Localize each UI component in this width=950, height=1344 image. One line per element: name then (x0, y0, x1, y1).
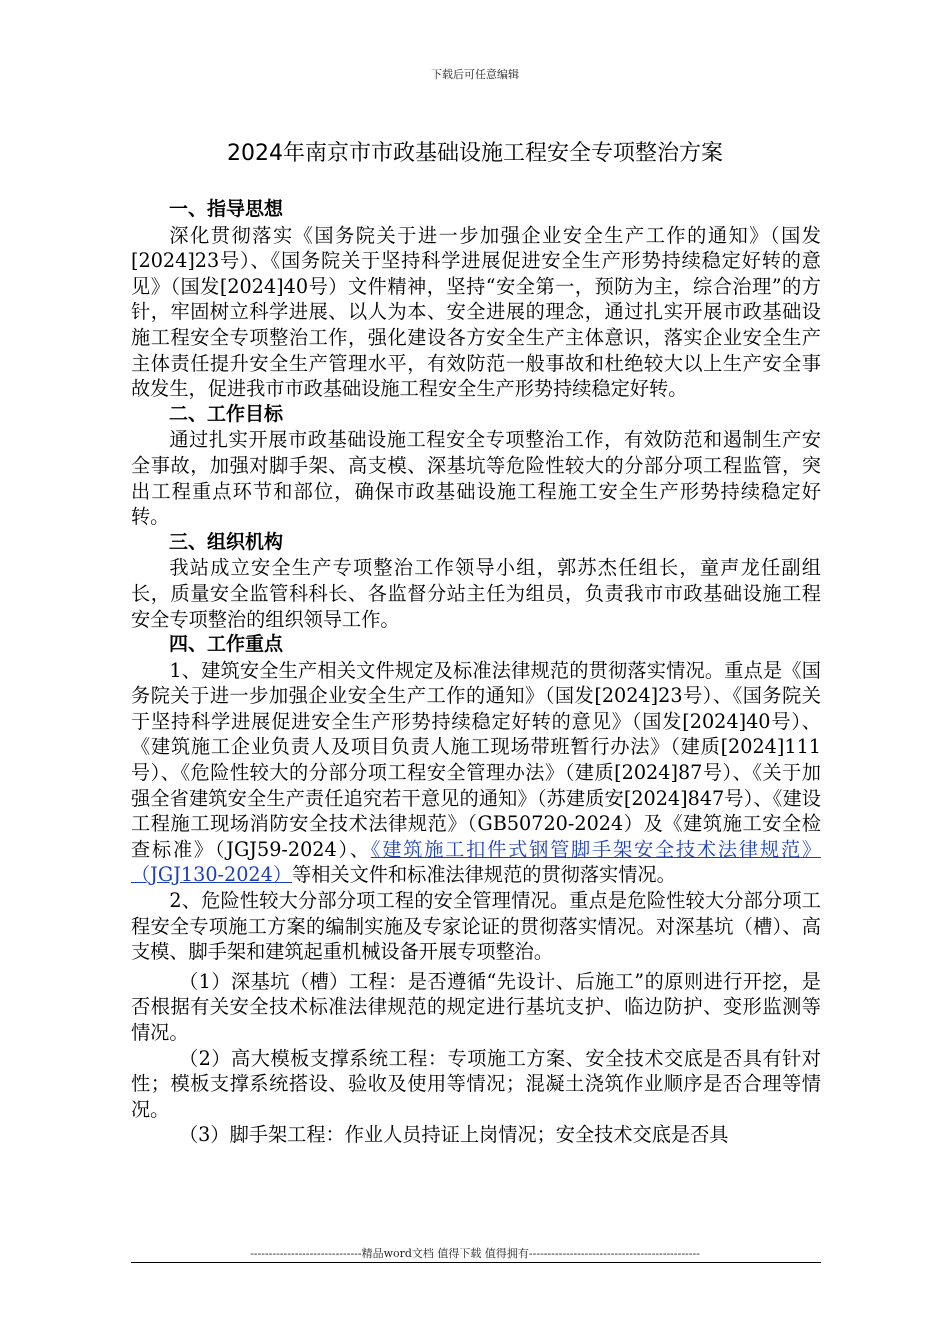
paragraph-work-goals: 通过扎实开展市政基础设施工程安全专项整治工作，有效防范和遏制生产安全事故，加强对脚手架、高支模、深基坑等危险性较大的分部分项工程监管，突出工程重点环节和部位，确保市政基础设施工程施工安全生产形势持续稳定好转。 (131, 428, 821, 529)
focus-item-1-text: 1、建筑安全生产相关文件规定及标准法律规范的贯彻落实情况。重点是《国务院关于进一步加强企业安全生产工作的通知》（国发[2024]23号）、《国务院关于坚持科学进展促进安全生产形势持续稳定好转的意见》（国发[2024]40号）、《建筑施工企业负责人及项目负责人施工现场带班暂行办法》（建质[2024]111号）、《危险性较大的分部分项工程安全管理办法》（建质[2024]87号）、《关于加强全省建筑安全生产责任追究若干意见的通知》（苏建质安[2024]847号）、《建设工程施工现场消防安全技术法律规范》（GB50720-2024）及《建筑施工安全检查标准》（JGJ59-2024）、 (131, 658, 821, 861)
paragraph-focus-item-2: 2、危险性较大分部分项工程的安全管理情况。重点是危险性较大分部分项工程安全专项施工方案的编制实施及专家论证的贯彻落实情况。对深基坑（槽）、高支模、脚手架和建筑起重机械设备开展专项整治。 (131, 889, 821, 964)
paragraph-focus-item-1 (131, 658, 821, 888)
document-body (131, 197, 821, 1148)
paragraph-guiding-thought: 深化贯彻落实《国务院关于进一步加强企业安全生产工作的通知》（国发[2024]23号）、《国务院关于坚持科学进展促进安全生产形势持续稳定好转的意见》（国发[2024]40号）文件精神，坚持“安全第一，预防为主，综合治理”的方针，牢固树立科学进展、以人为本、安全进展的理念，通过扎实开展市政基础设施工程安全专项整治工作，强化建设各方安全生产主体意识，落实企业安全生产主体责任提升安全生产管理水平，有效防范一般事故和杜绝较大以上生产安全事故发生，促进我市市政基础设施工程安全生产形势持续稳定好转。 (131, 223, 821, 401)
paragraph-organization: 我站成立安全生产专项整治工作领导小组，郭苏杰任组长，童声龙任副组长，质量安全监管科科长、各监督分站主任为组员，负责我市市政基础设施工程安全专项整治的组织领导工作。 (131, 556, 821, 631)
section-heading-work-goals: 二、工作目标 (169, 402, 284, 425)
subitem-deep-foundation-pit: （1）深基坑（槽）工程：是否遵循“先设计、后施工”的原则进行开挖，是否根据有关安全技术标准法律规范的规定进行基坑支护、临边防护、变形监测等情况。 (131, 969, 821, 1044)
focus-item-1-tail: 等相关文件和标准法律规范的贯彻落实情况。 (292, 863, 676, 887)
footer-note: ------------------------------精品word文档 值得下载 值得拥有---------------------------------------------- (250, 1247, 700, 1260)
subitem-high-formwork: （2）高大模板支撑系统工程：专项施工方案、安全技术交底是否具有针对性；模板支撑系统搭设、验收及使用等情况；混凝土浇筑作业顺序是否合理等情况。 (131, 1046, 821, 1121)
header-note: 下载后可任意编辑 (431, 68, 519, 81)
section-heading-guiding-thought: 一、指导思想 (169, 198, 284, 220)
standard-reference-link[interactable]: 《建筑施工扣件式钢管脚手架安全技术法律规范》（JGJ130-2024） (131, 837, 821, 887)
document-title: 2024年南京市市政基础设施工程安全专项整治方案 (227, 141, 723, 166)
section-heading-organization: 三、组织机构 (169, 530, 284, 553)
footer-divider (131, 1262, 821, 1263)
section-heading-work-focus: 四、工作重点 (169, 633, 284, 656)
subitem-scaffolding: （3）脚手架工程：作业人员持证上岗情况；安全技术交底是否具 (179, 1123, 729, 1147)
